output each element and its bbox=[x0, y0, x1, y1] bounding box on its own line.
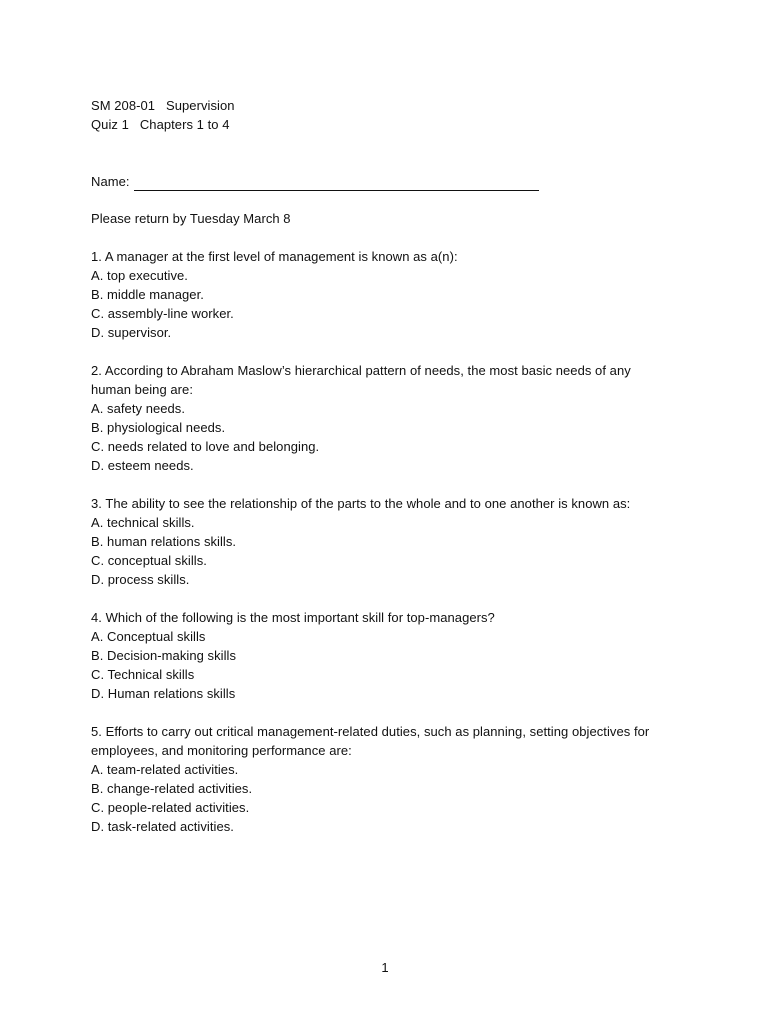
document-body bbox=[91, 96, 691, 836]
quiz-title: Quiz 1 Chapters 1 to 4 bbox=[91, 117, 230, 132]
answer-option: C. people-related activities. bbox=[91, 800, 250, 815]
return-note: Please return by Tuesday March 8 bbox=[91, 211, 291, 226]
question-stem: 5. Efforts to carry out critical management-related duties, such as planning, setting objectives for employees, and monitoring performance are: bbox=[91, 724, 650, 758]
question-1 bbox=[91, 247, 691, 342]
answer-option: B. middle manager. bbox=[91, 287, 204, 302]
answer-option: D. task-related activities. bbox=[91, 819, 234, 834]
answer-option: A. top executive. bbox=[91, 268, 188, 283]
answer-option: D. process skills. bbox=[91, 572, 190, 587]
name-field-row bbox=[91, 172, 691, 191]
answer-option: D. esteem needs. bbox=[91, 458, 194, 473]
answer-option: B. human relations skills. bbox=[91, 534, 237, 549]
course-header bbox=[91, 96, 691, 134]
answer-option: C. conceptual skills. bbox=[91, 553, 207, 568]
question-5 bbox=[91, 722, 691, 836]
course-title: SM 208-01 Supervision bbox=[91, 98, 235, 113]
answer-option: C. assembly-line worker. bbox=[91, 306, 234, 321]
name-blank-line[interactable] bbox=[134, 175, 539, 191]
answer-option: C. Technical skills bbox=[91, 667, 195, 682]
answer-option: C. needs related to love and belonging. bbox=[91, 439, 320, 454]
answer-option: B. change-related activities. bbox=[91, 781, 253, 796]
question-stem: 3. The ability to see the relationship of the parts to the whole and to one another is known as: bbox=[91, 496, 631, 511]
name-label: Name: bbox=[91, 174, 130, 189]
answer-option: B. Decision-making skills bbox=[91, 648, 237, 663]
answer-option: D. Human relations skills bbox=[91, 686, 236, 701]
answer-option: A. technical skills. bbox=[91, 515, 195, 530]
answer-option: A. safety needs. bbox=[91, 401, 186, 416]
question-4 bbox=[91, 608, 691, 703]
answer-option: A. Conceptual skills bbox=[91, 629, 206, 644]
question-stem: 1. A manager at the first level of management is known as a(n): bbox=[91, 249, 458, 264]
question-3 bbox=[91, 494, 691, 589]
question-2 bbox=[91, 361, 691, 475]
answer-option: B. physiological needs. bbox=[91, 420, 226, 435]
answer-option: D. supervisor. bbox=[91, 325, 172, 340]
question-stem: 4. Which of the following is the most important skill for top-managers? bbox=[91, 610, 495, 625]
question-stem: 2. According to Abraham Maslow’s hierarchical pattern of needs, the most basic needs of any human being are: bbox=[91, 363, 631, 397]
answer-option: A. team-related activities. bbox=[91, 762, 239, 777]
page-number: 1 bbox=[381, 960, 389, 975]
